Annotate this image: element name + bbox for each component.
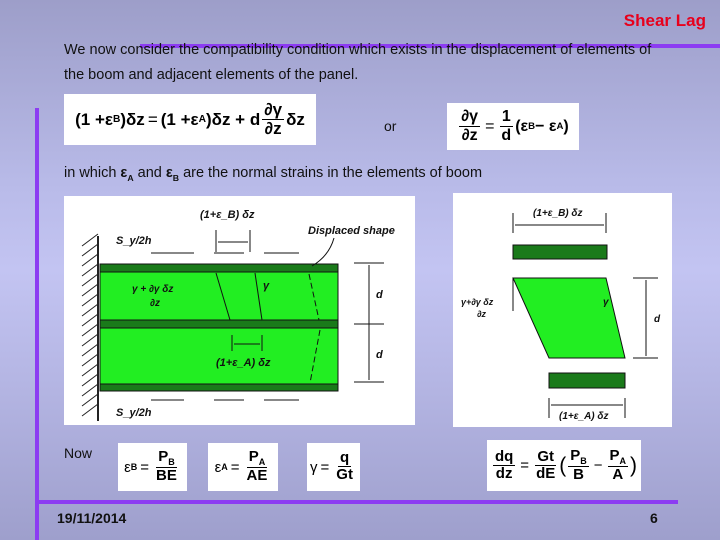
- gamma-gradient-denominator: ∂z: [150, 298, 160, 309]
- gamma-label: γ: [263, 280, 270, 292]
- top-dimension-label: (1+ε_B) δz: [200, 209, 255, 221]
- element-diagram: [453, 193, 672, 427]
- shear-flow-top-label: S_y/2h: [116, 235, 152, 247]
- eq-part: =: [485, 117, 495, 135]
- eq-part: =: [140, 458, 150, 476]
- eq-part: )δz: [120, 109, 145, 129]
- shear-flow-bottom-label: S_y/2h: [116, 407, 152, 419]
- eq-part: d: [501, 126, 512, 144]
- eq-part: B: [573, 465, 584, 483]
- eq-part: =: [147, 109, 158, 129]
- slide-title: Shear Lag: [623, 11, 706, 30]
- eq-part: −: [593, 457, 603, 474]
- eq-part: A: [556, 121, 564, 132]
- bottom-rule: [35, 500, 678, 504]
- panel-element: [513, 278, 625, 358]
- fraction: [334, 450, 355, 483]
- boom-top: [100, 264, 338, 272]
- eq-part: ∂γ: [264, 99, 283, 119]
- boom-bottom: [549, 373, 625, 388]
- equation-shear-strain: [307, 443, 360, 491]
- eq-part: )δz + d: [205, 109, 261, 129]
- eq-part: B: [580, 455, 587, 466]
- eq-part: A: [258, 457, 266, 468]
- fraction: [534, 449, 557, 482]
- eq-part: ∂z: [264, 118, 282, 138]
- eq-part: B: [112, 114, 121, 125]
- depth-label: d: [654, 314, 661, 325]
- eq-part: A: [612, 465, 624, 483]
- eq-part: Gt: [336, 466, 353, 484]
- eq-part: AE: [246, 467, 268, 485]
- footer-date: 19/11/2014: [57, 510, 127, 526]
- eq-part: B: [130, 462, 138, 472]
- epsilon: ε: [120, 165, 128, 181]
- eq-part: A: [619, 455, 627, 466]
- fraction: [499, 109, 513, 144]
- text: and: [137, 165, 162, 181]
- eq-part: dq: [494, 447, 514, 465]
- wall-hatch: [82, 234, 98, 421]
- beam-diagram: [64, 196, 415, 425]
- equation-shear-gradient: [447, 103, 579, 150]
- boom-middle: [100, 320, 338, 328]
- boom-top: [513, 245, 607, 259]
- eq-part: ): [563, 117, 569, 135]
- eq-part: P: [570, 446, 581, 464]
- eq-part: =: [520, 457, 530, 474]
- eq-part: ε: [190, 109, 199, 129]
- eq-part: dE: [536, 464, 556, 482]
- or-label: or: [384, 118, 397, 134]
- epsilon: ε: [165, 165, 173, 181]
- subscript: B: [172, 172, 180, 183]
- fraction: [154, 449, 179, 485]
- eq-part: Gt: [537, 447, 554, 465]
- eq-part: ∂γ: [461, 107, 479, 125]
- gamma-label: γ: [603, 297, 609, 308]
- displaced-shape-label: Displaced shape: [308, 225, 395, 237]
- text: in which: [64, 165, 117, 181]
- beam-svg: [64, 196, 415, 425]
- page-number: 6: [650, 510, 658, 526]
- eq-part: γ: [310, 458, 318, 476]
- depth-label: d: [376, 349, 383, 361]
- eq-part: dz: [495, 464, 513, 482]
- eq-part: =: [230, 458, 240, 476]
- bottom-dimension-label: (1+ε_A) δz: [216, 357, 271, 369]
- fraction: [262, 101, 284, 139]
- element-svg: [453, 193, 672, 427]
- eq-part: ε: [214, 458, 222, 476]
- eq-part: (1 +: [160, 109, 191, 129]
- eq-part: B: [528, 121, 536, 132]
- fraction: [245, 449, 270, 485]
- eq-part: − ε: [535, 117, 557, 135]
- bottom-dimension-label: (1+ε_A) δz: [559, 411, 609, 422]
- now-label: Now: [64, 445, 93, 461]
- gamma-gradient-denominator: ∂z: [477, 309, 486, 319]
- fraction: [459, 109, 480, 144]
- depth-label: d: [376, 289, 383, 301]
- eq-part: ε: [104, 109, 113, 129]
- eq-part: ∂z: [461, 126, 478, 144]
- eq-part: q: [340, 449, 350, 467]
- equation-shear-flow: $\frac{dq}{dz}$ = $\frac{Gt}{dE}$ ( $\frac{P_B}{B}$ − $\frac{P_A}{A}$ ): [487, 440, 641, 491]
- equation-strain-b: [118, 443, 187, 491]
- strain-definition: [64, 165, 482, 183]
- text: are the normal strains in the elements of boom: [183, 165, 483, 181]
- top-dimension-label: (1+ε_B) δz: [533, 208, 583, 219]
- boom-bottom: [100, 384, 338, 391]
- eq-part: P: [158, 448, 169, 466]
- fraction: [493, 449, 515, 482]
- left-rule: [35, 108, 39, 540]
- fraction: [568, 448, 589, 484]
- equation-compatibility: [64, 94, 316, 145]
- eq-part: =: [320, 458, 330, 476]
- eq-part: P: [609, 446, 620, 464]
- eq-part: ε: [124, 458, 131, 476]
- eq-part: B: [168, 457, 175, 468]
- eq-part: (ε: [515, 117, 529, 135]
- eq-part: δz: [286, 109, 305, 129]
- equation-strain-a: [208, 443, 278, 491]
- gamma-gradient-label: γ+∂γ δz: [461, 297, 494, 307]
- fraction: [608, 448, 629, 484]
- eq-part: BE: [156, 467, 177, 485]
- eq-part: 1: [501, 107, 511, 125]
- gamma-gradient-label: γ + ∂γ δz: [132, 284, 174, 295]
- eq-part: A: [198, 114, 206, 125]
- eq-part: P: [248, 448, 259, 466]
- eq-part: A: [221, 462, 228, 472]
- subscript: A: [127, 172, 134, 183]
- eq-part: (1 +: [75, 109, 105, 129]
- intro-text: We now consider the compatibility condition which exists in the displacement of elements of the boom and adjacent elements of the panel.: [64, 42, 652, 83]
